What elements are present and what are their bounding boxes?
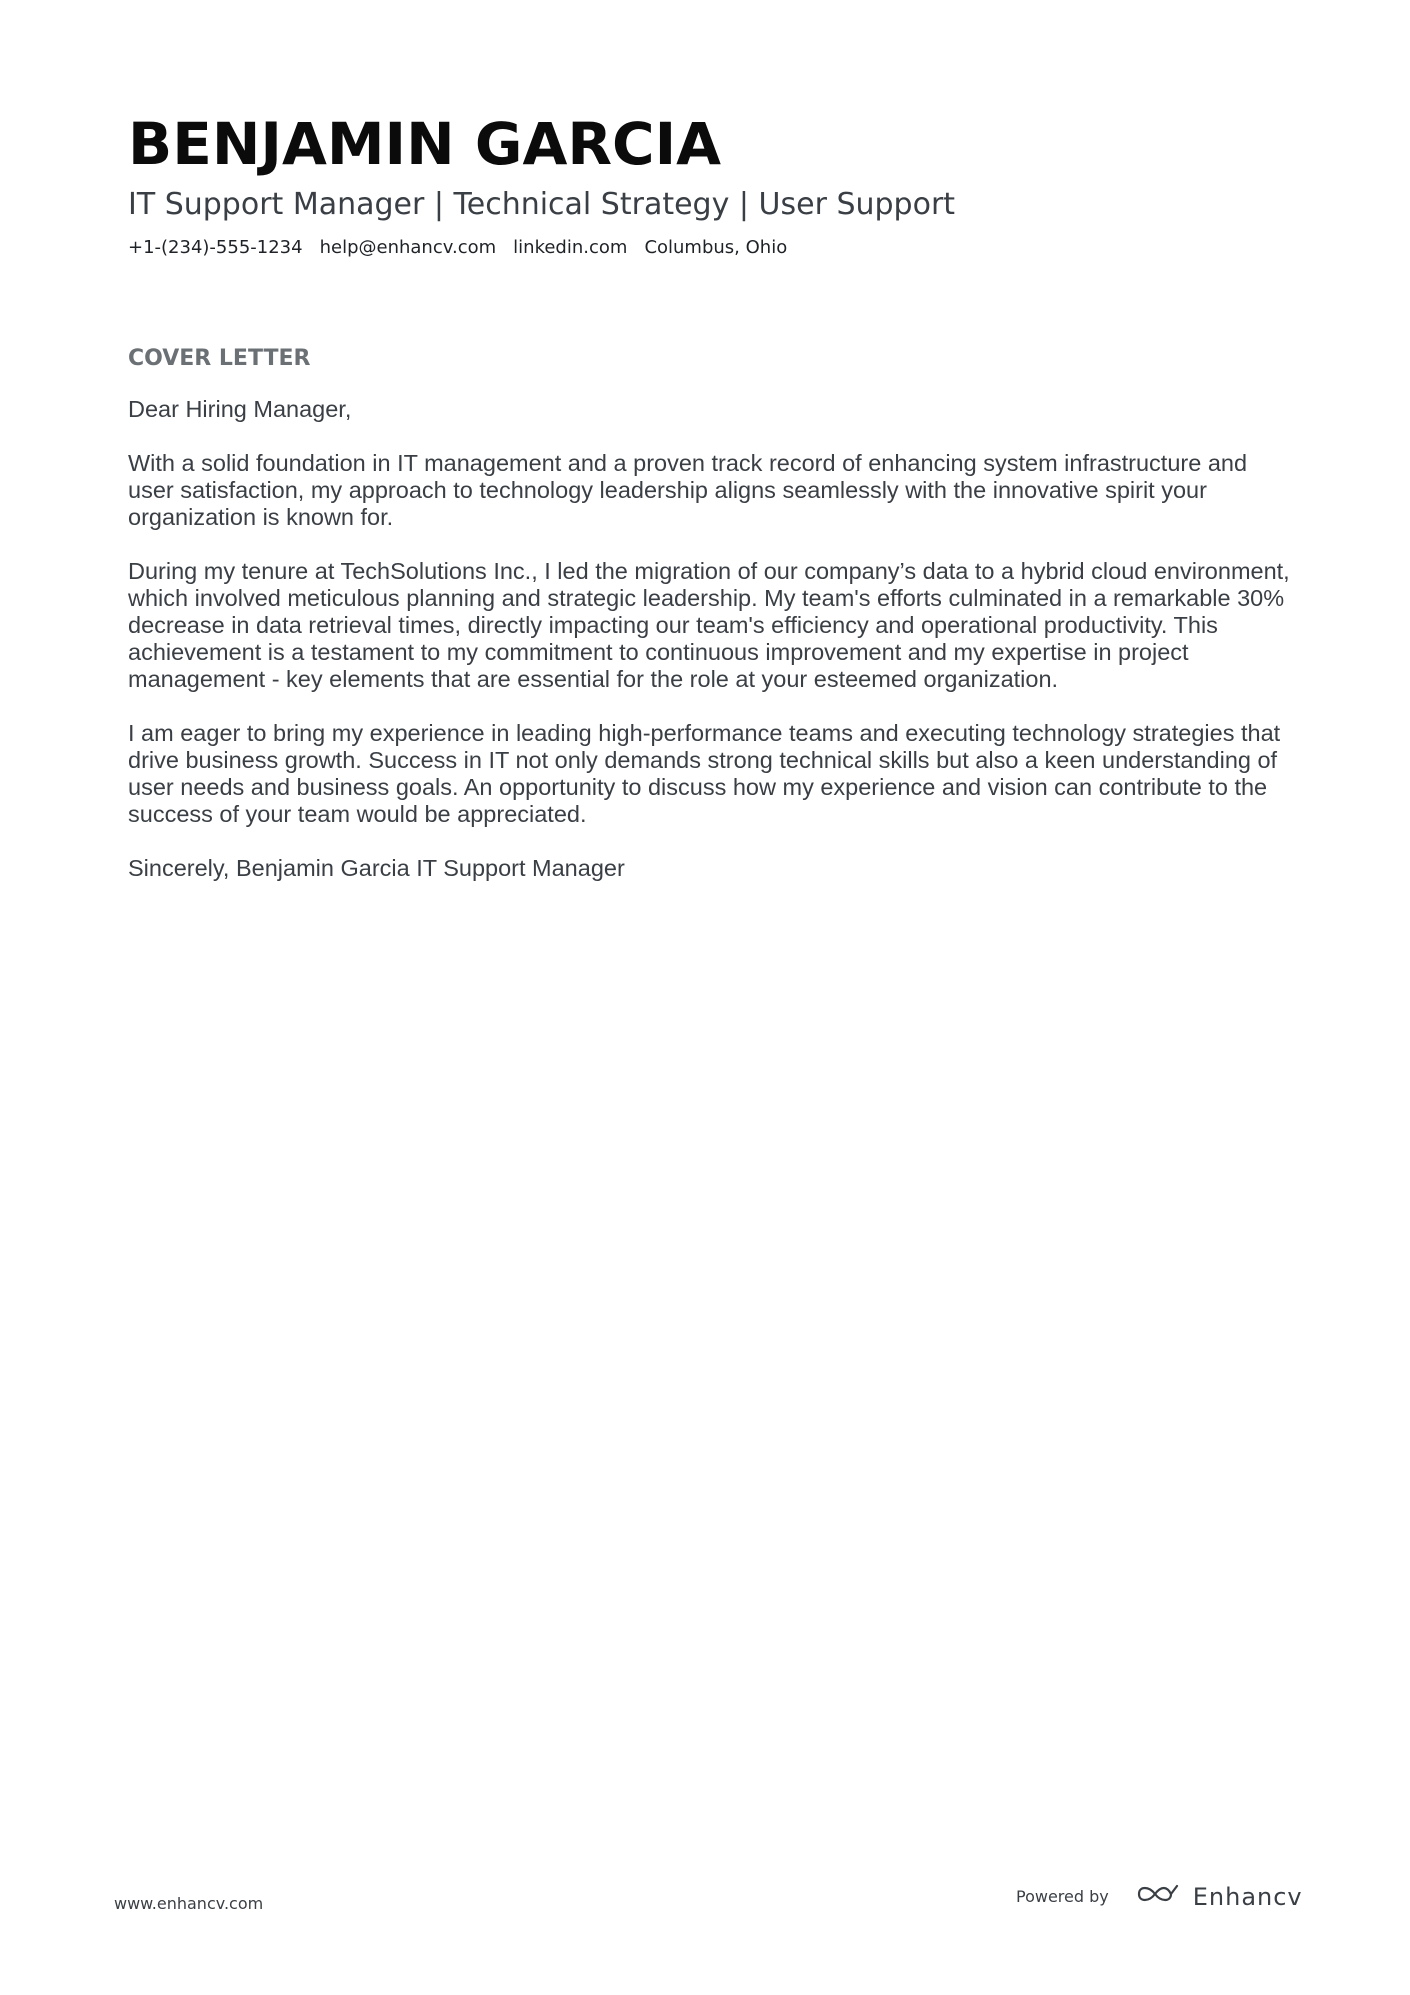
enhancv-logo-icon [1135, 1882, 1181, 1911]
contact-info [128, 236, 1298, 260]
footer-branding [1016, 1882, 1303, 1911]
contact-linkedin[interactable]: linkedin.com [513, 237, 628, 258]
candidate-name: BENJAMIN GARCIA [128, 110, 722, 178]
letter-paragraph: I am eager to bring my experience in leading high-performance teams and executing technology strategies that drive business growth. Success in IT not only demands strong technical skills but also a keen understanding of user needs and business goals. An opportunity to discuss how my experience and vision can contribute to the success of your team would be appreciated. [128, 720, 1281, 827]
letter-closing: Sincerely, Benjamin Garcia IT Support Manager [128, 855, 625, 881]
header [128, 108, 1298, 260]
contact-location: Columbus, Ohio [644, 237, 788, 258]
footer-website[interactable]: www.enhancv.com [114, 1894, 264, 1913]
powered-by-label: Powered by [1016, 1887, 1109, 1906]
brand-name: Enhancv [1192, 1882, 1303, 1911]
letter-paragraph: During my tenure at TechSolutions Inc., I led the migration of our company’s data to a hybrid cloud environment, which involved meticulous planning and strategic leadership. My team's efforts culminated in a remarkable 30% decrease in data retrieval times, directly impacting our team's efficiency and operational productivity. This achievement is a testament to my commitment to continuous improvement and my expertise in project management - key elements that are essential for the role at your esteemed organization. [128, 558, 1290, 692]
letter-greeting: Dear Hiring Manager, [128, 396, 352, 422]
letter-body [128, 344, 1293, 909]
section-title: COVER LETTER [128, 346, 311, 371]
letter-paragraph: With a solid foundation in IT management and a proven track record of enhancing system infrastructure and user satisfaction, my approach to technology leadership aligns seamlessly with the innovative spirit your organization is known for. [128, 450, 1248, 530]
brand-link[interactable] [1135, 1882, 1303, 1911]
contact-phone[interactable]: +1-(234)-555-1234 [128, 237, 303, 258]
candidate-subtitle: IT Support Manager | Technical Strategy | User Support [128, 187, 956, 222]
contact-email[interactable]: help@enhancv.com [319, 237, 497, 258]
